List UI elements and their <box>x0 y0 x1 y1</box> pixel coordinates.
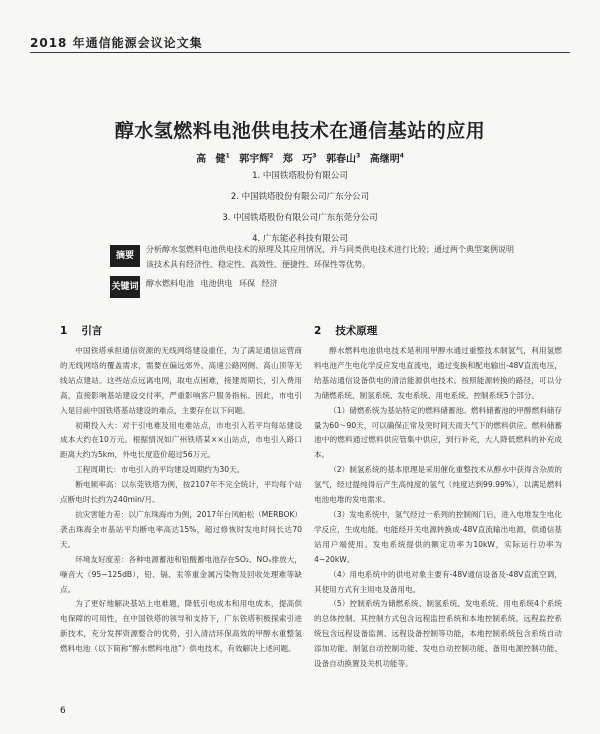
paragraph: （5）控制系统为储燃系统、制氢系统、发电系统、用电系统4个系统的总体控制。其控制方式包含远程监控系统和本地控制系统。远程监控系统包含远程设备监测、远程设备控制等功能，本地控制系统包含系统自动添加功能、制氢自动控制功能、发电自动控制功能、备用电源控制功能、设备自动换置及关机功能等。 <box>314 599 562 669</box>
author: 郭春山$^3$ <box>326 152 361 165</box>
paragraph: 初期投入大：对于引电难及用电难站点，市电引入若平均每站建设成本大约在10万元。根据情况如广州铁塔某××山站点，市电引入路口距离大约为5km，外电长度造价超过56万元。 <box>60 420 302 460</box>
paragraph: 工程周期长：市电引入的平均建设周期约为30天。 <box>75 465 245 475</box>
paragraph: 环境友好度差：各种电源蓄池和铅酸蓄电池存在SO₂、NOₓ排放大，噪音大（95~125dB），铅、镉、汞等重金属污染物及回收处理难等缺点。 <box>60 554 302 594</box>
article-title: 醇水氢燃料电池供电技术在通信基站的应用 <box>114 120 486 142</box>
paragraph: 为了更好地解决基站上电难题，降低引电成本和用电成本，提高供电保障的可用性，在中国铁塔的领导和支持下，广东铁塔积极探索引进新技术，充分发挥资源整合的优势，引入清洁环保高效的甲醇水重整氢燃料电池（以下简称“醇水燃料电池”）供电技术，有效解决上述问题。 <box>60 599 302 654</box>
author: 高 健$^1$ <box>196 152 230 165</box>
right-column <box>314 324 562 672</box>
paragraph: （4）用电系统中的供电对象主要有-48V通信设备及-48V直流空调，其使用方式有主用电及备用电。 <box>314 569 562 594</box>
affiliation: 1. 中国铁塔股份有限公司 <box>252 171 348 181</box>
paragraph: 醇水燃料电池供电技术是利用甲醇水通过重整技术制氢气，利用氢燃料电池产生电化学反应发电直流电，通过变换和配电输出-48V直流电压，给基站通信设备供电的清洁能源供电技术。按照能源转换的路径，可以分为储燃系统、制氢系统、发电系统、用电系统、控制系统5个部分。 <box>314 346 562 400</box>
keywords-text: 醇水燃料电池 电池供电 环保 经济 <box>146 279 278 288</box>
author: 高继明$^4$ <box>369 152 404 165</box>
paragraph: 断电频率高：以东莞铁塔为例，按2107年不完全统计，平均每个站点断电时长约为240min/月。 <box>60 480 302 505</box>
paragraph: （2）制氢系统的基本原理是采用催化重整技术从醇水中获得含杂质的氢气，经过提纯得后产生高纯度的氢气（纯度达到99.99%），以满足燃料电池电堆的发电需求。 <box>314 465 562 505</box>
abstract-label: 摘要 <box>110 245 140 267</box>
abstract-text: 分析醇水氢燃料电池供电技术的原理及其应用情况，并与同类供电技术进行比较；通过两个典型案例说明该技术具有经济性、稳定性、高效性、便捷性、环保性等优势。 <box>146 245 514 269</box>
paragraph: 中国铁塔承担通信资源的无线网络建设重任，为了满足通信运营商的无线网络的覆盖需求，需要在偏远郊外、高速公路网侧、高山顶等无线站点建站。这些站点远离电网，取电点困难，接建周期长，引入费用高，直接影响基站建设交付率，严重影响客户服务指标。因此，市电引入是目前中国铁塔基站建设的难点，主要存在以下问题。 <box>60 346 302 415</box>
paragraph: （1）储燃系统为基站特定的燃料储蓄池。燃料储蓄池的甲醇燃料储存量为60～90天，可以确保正常及突时间天雨天气下的燃料供应。燃料储蓄池中的燃料通过燃料供应管集中供应，到行补充，大人降低燃料的补充成本。 <box>314 405 562 460</box>
section-heading-intro: 1 引言 <box>60 325 103 337</box>
header-rule <box>30 52 570 53</box>
author: 郭宇辉$^2$ <box>239 152 274 165</box>
section-heading-principle: 2 技术原理 <box>314 325 378 337</box>
page-number: 6 <box>60 706 66 716</box>
author: 郑 巧$^3$ <box>282 152 317 165</box>
affiliation: 2. 中国铁塔股份有限公司广东分公司 <box>230 192 370 202</box>
affiliation-list <box>0 166 600 250</box>
affiliation: 3. 中国铁塔股份有限公司广东东莞分公司 <box>222 213 378 223</box>
paragraph: 抗灾害能力差：以广东珠海市为例，2017年台风帕松（MERBOK）袭击珠海全市基站平均断电率高达15%，超过修恢时发电时间长达70天。 <box>60 509 302 549</box>
keywords-label: 关键词 <box>110 276 140 298</box>
paragraph: （3）发电系统中，氢气经过一系列的控制阀门后，进入电堆发生电化学反应，生成电能。电能经开关电源转换成-48V直流输出电源，供通信基站用户端使用。发电系统提供的额定功率为10kW，实际运行功率为4~20kW。 <box>314 509 562 564</box>
author-list <box>0 150 600 165</box>
affiliation: 4. 广东能必科技有限公司 <box>252 234 348 244</box>
left-column <box>60 324 302 657</box>
running-header: 2018 年通信能源会议论文集 <box>30 36 203 50</box>
